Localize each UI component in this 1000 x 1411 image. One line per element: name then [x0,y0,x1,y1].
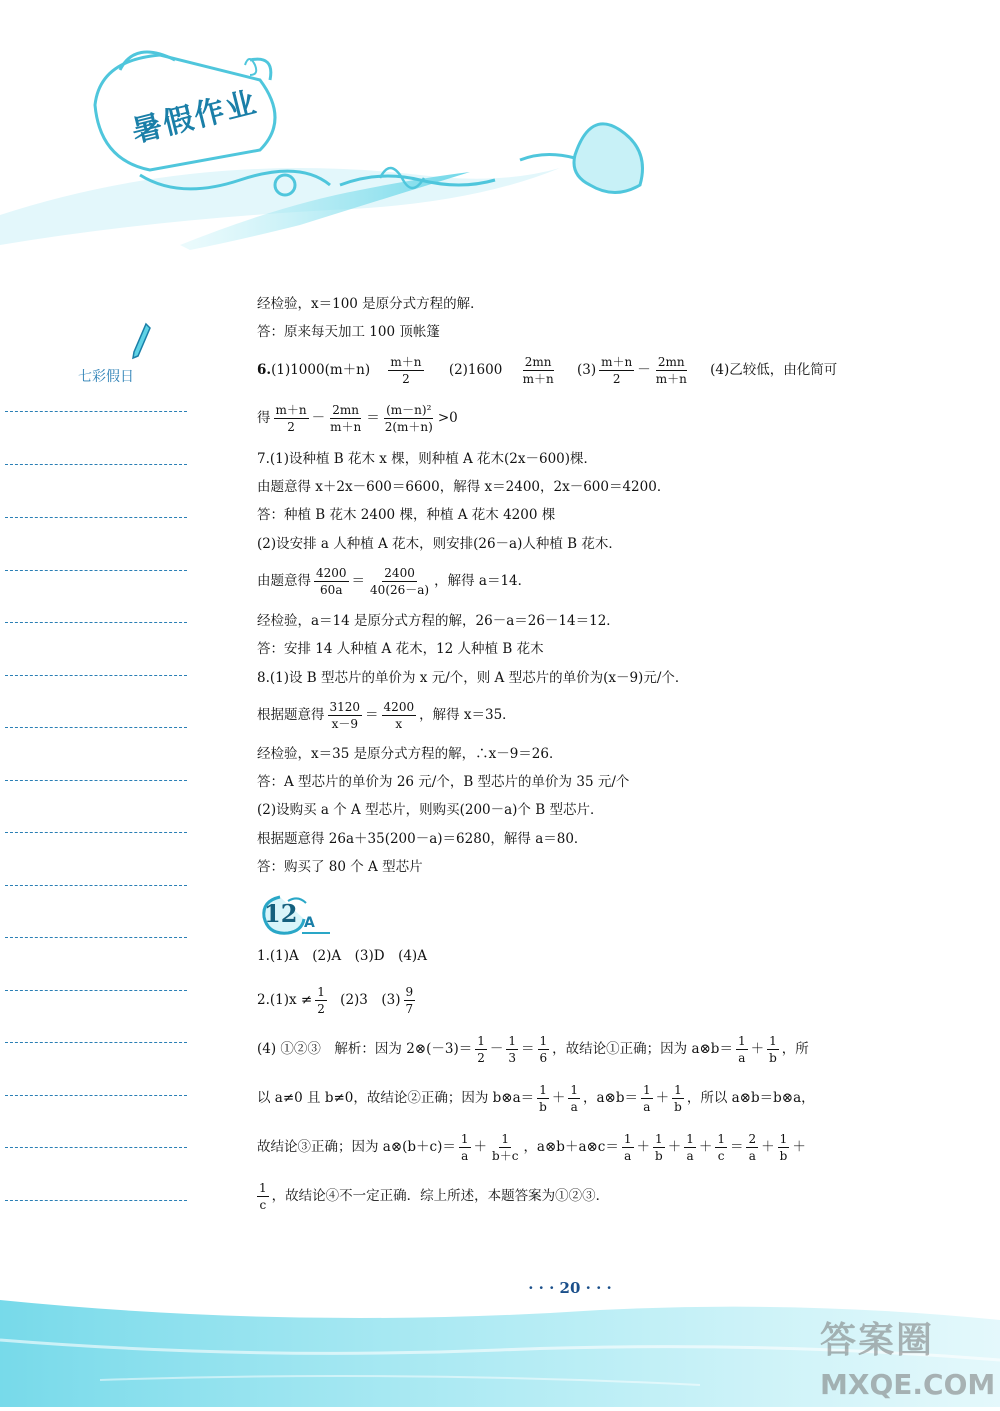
denominator: 2 [612,372,621,386]
text-line: 答：种植 B 花木 2400 棵，种植 A 花木 4200 棵 [257,507,556,523]
q8-equation-line [257,700,516,731]
operator: ＋ [655,1090,670,1106]
numerator: 1 [674,1083,682,1097]
q6-continuation [257,403,458,434]
analysis-line [257,1132,806,1163]
text-run: ，解得 x＝35． [419,707,516,723]
section-letter: A [304,915,315,931]
numerator: 1 [477,1034,485,1048]
fraction [475,1034,487,1065]
operator: ＝ [365,707,379,723]
numerator: 1 [317,985,325,999]
text-line: 1.(1)A (2)A (3)D (4)A [257,948,427,964]
numerator: 9 [405,985,414,999]
operator: ＝ [366,410,380,426]
operator: ＋ [750,1041,765,1057]
fraction [599,355,634,386]
numerator: (m－n)² [386,403,432,417]
fraction [382,700,417,731]
denominator: 7 [405,1002,414,1016]
denominator: 2 [317,1002,325,1016]
denominator: 60a [320,583,343,597]
text-run: (1)1000(m＋n) [271,362,371,378]
text-line: 7.(1)设种植 B 花木 x 棵，则种植 A 花木(2x－600)棵． [257,451,598,467]
operator: ＝ [729,1139,744,1155]
fraction [490,1132,520,1163]
fraction [568,1083,580,1114]
operator: ＝ [521,1041,535,1057]
numerator: 1 [539,1083,547,1097]
fraction [388,355,423,386]
page-number: · · · 20 · · · [528,1279,612,1297]
numerator: 1 [686,1132,694,1146]
text-line: 由题意得 x＋2x－600＝6600，解得 x＝2400，2x－600＝4200． [257,479,671,495]
denominator: a [686,1149,694,1163]
note-line [5,885,187,886]
fraction [383,403,435,434]
analysis-line [257,1083,815,1114]
text-line: 答：A 型芯片的单价为 26 元/个，B 型芯片的单价为 35 元/个 [257,774,630,790]
operator: ＋ [761,1139,775,1155]
numerator: 2 [748,1132,757,1146]
header-title: 暑假作业 [128,84,262,150]
section-number: 12 [264,899,298,928]
numerator: 1 [570,1083,578,1097]
fraction [684,1132,696,1163]
text-run: ，a⊗b＋a⊗c＝ [523,1139,619,1155]
text-line: 根据题意得 26a＋35(200－a)＝6280，解得 a＝80． [257,831,588,847]
denominator: b＋c [492,1149,519,1163]
fraction [521,355,556,386]
fraction [654,355,689,386]
text-run: ，所以 a⊗b＝b⊗a， [686,1090,815,1106]
note-line [5,1042,187,1043]
text-line: 答：原来每天加工 100 顶帐篷 [257,324,440,340]
fraction [746,1132,758,1163]
fraction [328,403,363,434]
text-run: ，故结论①正确；因为 a⊗b＝ [552,1041,733,1057]
note-line [5,570,187,571]
q6-line [257,355,837,386]
denominator: m＋n [655,372,687,386]
denominator: a [748,1149,756,1163]
denominator: a [624,1149,632,1163]
watermark-logo: 答案圈 [820,1320,935,1361]
note-line [5,780,187,781]
denominator: b [655,1149,663,1163]
text-run: (2)3 (3) [340,992,401,1008]
text-run: ，a⊗b＝ [583,1090,639,1106]
text-run: 由题意得 [257,573,311,589]
note-line [5,517,187,518]
denominator: m＋n [330,420,362,434]
note-line [5,1147,187,1148]
fraction [459,1132,471,1163]
denominator: b [769,1051,777,1065]
fraction [641,1083,653,1114]
denominator: 40(26－a) [370,583,430,597]
operator: － [637,362,651,378]
q7-equation-line [257,566,531,597]
operator: ＋ [698,1139,713,1155]
operator: － [489,1041,504,1057]
text-run: 根据题意得 [257,707,325,723]
note-line [5,1095,187,1096]
fraction [715,1132,727,1163]
denominator: c [259,1198,267,1212]
fraction [736,1034,748,1065]
fraction [672,1083,684,1114]
numerator: 4200 [316,566,347,580]
text-run: ，故结论④不一定正确．综上所述，本题答案为①②③． [271,1188,610,1204]
operator: ＋ [551,1090,566,1106]
numerator: 1 [655,1132,663,1146]
numerator: 2mn [332,403,360,417]
text-run: 故结论③正确；因为 a⊗(b＋c)＝ [257,1139,456,1155]
numerator: m＋n [390,355,422,369]
text-line: 经检验，x＝35 是原分式方程的解，∴x－9＝26． [257,746,563,762]
text-run: 以 a≠0 且 b≠0，故结论②正确；因为 b⊗a＝ [257,1090,535,1106]
text-line: 答：安排 14 人种植 A 花木，12 人种植 B 花木 [257,641,544,657]
denominator: a [738,1051,746,1065]
fraction [404,985,416,1016]
text-run: ，解得 a＝14． [434,573,532,589]
text-run: >0 [437,410,458,426]
sidebar-label: 七彩假日 [78,369,134,385]
text-run: ，所 [781,1041,809,1057]
denominator: a [461,1149,469,1163]
fraction [653,1132,665,1163]
pen-icon [130,322,152,366]
denominator: a [643,1100,651,1114]
numerator: 1 [737,1034,746,1048]
header-banner [0,0,660,260]
numerator: 1 [259,1181,267,1195]
text-line: 答：购买了 80 个 A 型芯片 [257,859,423,875]
note-line [5,990,187,991]
denominator: a [570,1100,578,1114]
fraction [778,1132,790,1163]
numerator: 1 [501,1132,510,1146]
numerator: 2mn [657,355,685,369]
operator: ＋ [473,1139,488,1155]
operator: ＋ [636,1139,651,1155]
text-line: 经检验，a＝14 是原分式方程的解，26－a＝26－14＝12． [257,613,620,629]
numerator: 1 [539,1034,548,1048]
header-decoration-icon [0,0,660,260]
fraction [257,1181,269,1212]
text-run: (4) ①②③ 解析：因为 2⊗(－3)＝ [257,1041,473,1057]
operator: ＝ [351,573,366,589]
note-line [5,1200,187,1201]
analysis-line [257,1034,809,1065]
operator: － [311,410,326,426]
numerator: 1 [717,1132,725,1146]
fraction [274,403,309,434]
numerator: 1 [623,1132,632,1146]
note-line [5,622,187,623]
numerator: 1 [769,1034,777,1048]
fraction [506,1034,518,1065]
text-run: 得 [257,410,271,426]
numerator: 1 [779,1132,788,1146]
denominator: 2 [477,1051,485,1065]
text-line: (2)设安排 a 人种植 A 花木，则安排(26－a)人种植 B 花木． [257,536,622,552]
text-line: 经检验，x＝100 是原分式方程的解． [257,296,484,312]
analysis-line [257,1181,609,1212]
denominator: x－9 [331,717,358,731]
numerator: 1 [508,1034,517,1048]
fraction [537,1083,549,1114]
operator: ＋ [667,1139,682,1155]
fraction [538,1034,550,1065]
question-number: 6. [257,362,272,378]
numerator: 3120 [329,700,361,714]
denominator: b [674,1100,682,1114]
denominator: b [539,1100,547,1114]
note-line [5,832,187,833]
numerator: 1 [460,1132,469,1146]
text-run: (3) [577,362,597,378]
fraction [368,566,431,597]
text-line: 8.(1)设 B 型芯片的单价为 x 元/个，则 A 型芯片的单价为(x－9)元/个． [257,670,689,686]
text-run: 2.(1)x ≠ [257,992,313,1008]
numerator: 4200 [383,700,415,714]
note-line [5,411,187,412]
fraction [314,566,349,597]
fraction [767,1034,779,1065]
numerator: m＋n [601,355,633,369]
denominator: 2(m＋n) [384,420,433,434]
denominator: b [779,1149,788,1163]
denominator: 6 [539,1051,548,1065]
denominator: 2 [402,372,410,386]
note-line [5,464,187,465]
numerator: 1 [643,1083,651,1097]
note-line [5,727,187,728]
note-line [5,937,187,938]
numerator: m＋n [275,403,307,417]
denominator: m＋n [522,372,554,386]
watermark-url: MXQE.COM [820,1368,996,1401]
numerator: 2400 [384,566,415,580]
denominator: 2 [287,420,295,434]
text-run: (4)乙较低，由化简可 [710,362,838,378]
fraction [622,1132,634,1163]
text-line: (2)设购买 a 个 A 型芯片，则购买(200－a)个 B 型芯片． [257,802,604,818]
numerator: 2mn [524,355,552,369]
answer2-line [257,985,418,1016]
fraction [315,985,327,1016]
operator: ＋ [792,1139,806,1155]
section-badge [258,893,338,939]
fraction [328,700,363,731]
text-run: (2)1600 [448,362,503,378]
denominator: 3 [508,1051,517,1065]
denominator: x [395,717,403,731]
denominator: c [717,1149,725,1163]
note-line [5,675,187,676]
